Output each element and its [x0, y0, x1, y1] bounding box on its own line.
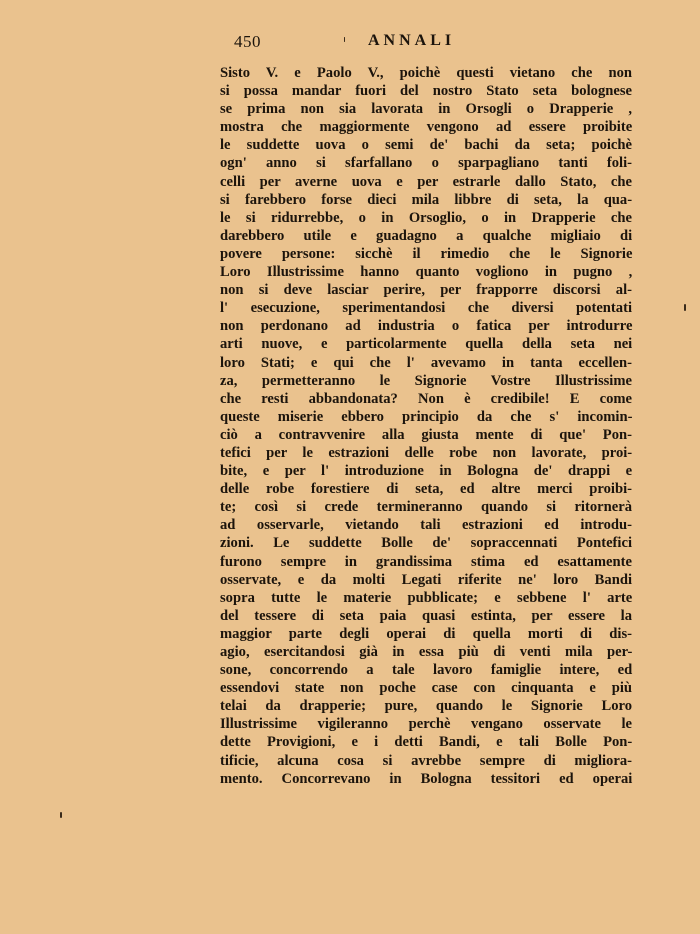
text-line: furono sempre in grandissima stima ed esattamente: [220, 553, 632, 570]
body-text: [220, 64, 632, 788]
print-speck: [344, 37, 345, 42]
text-line: che resti abbandonata? Non è credibile! E come: [220, 390, 632, 407]
text-line: dette Provigioni, e i detti Bandi, e tali Bolle Pon-: [220, 734, 633, 751]
text-line: mento. Concorrevano in Bologna tessitori ed operai: [220, 770, 633, 787]
text-line: essendovi state non poche case con cinquanta e più: [220, 680, 632, 697]
page-header: [222, 30, 642, 58]
text-line: zioni. Le suddette Bolle de' sopraccennati Pontefici: [220, 535, 632, 552]
text-line: se prima non sia lavorata in Orsogli o Drapperie ,: [220, 101, 632, 118]
text-line: bite, e per l' introduzione in Bologna de' drappi e: [220, 463, 633, 480]
text-line: za, permetteranno le Signorie Vostre Illustrissime: [220, 372, 632, 389]
text-line: si farebbero forse dieci mila libbre di seta, la qua-: [220, 191, 633, 208]
text-line: te; così si crede termineranno quando si ritornerà: [220, 499, 632, 516]
text-line: loro Stati; e qui che l' avevamo in tanta eccellen-: [220, 354, 632, 371]
text-line: non si deve lasciar perire, per frapporre discorsi al-: [220, 282, 632, 299]
text-line: tefici per le estrazioni delle robe non lavorate, proi-: [220, 444, 633, 461]
print-speck: [684, 304, 686, 311]
text-line: l' esecuzione, sperimentandosi che diversi potentati: [220, 300, 632, 317]
text-line: non perdonano ad industria o fatica per introdurre: [220, 318, 633, 335]
text-line: ad osservarle, vietando tali estrazioni ed introdu-: [220, 517, 632, 534]
text-line: ogn' anno si sfarfallano o sparpagliano tanti foli-: [220, 155, 632, 172]
text-line: telai da drapperie; pure, quando le Signorie Loro: [220, 698, 632, 715]
text-line: agio, esercitandosi già in essa più di venti mila per-: [220, 644, 633, 660]
text-line: sopra tutte le materie pubblicate; e sebbene l' arte: [220, 589, 633, 606]
text-line: Sisto V. e Paolo V., poichè questi vietano che non: [220, 65, 632, 81]
text-line: arti nuove, e particolarmente quella della seta nei: [220, 336, 633, 353]
text-line: Illustrissime vigileranno perchè vengano osservate le: [220, 716, 632, 733]
text-line: maggior parte degli operai di quella morti di dis-: [220, 625, 632, 642]
text-line: le suddette uova o semi de' bachi da seta; poichè: [220, 137, 632, 154]
text-line: sone, concorrendo a tale lavoro famiglie intere, ed: [220, 662, 633, 679]
text-line: osservate, e da molti Legati riferite ne' loro Bandi: [220, 571, 632, 588]
text-line: le si ridurrebbe, o in Orsoglio, o in Drapperie che: [220, 209, 632, 226]
text-line: queste miserie ebbero principio da che s' incomin-: [220, 408, 633, 425]
text-line: mostra che maggiormente vengono ad essere proibite: [220, 119, 633, 136]
text-line: Loro Illustrissime hanno quanto vogliono in pugno ,: [220, 264, 633, 281]
text-line: delle robe forestiere di seta, ed altre merci proibi-: [220, 481, 632, 498]
page-number: 450: [234, 32, 261, 51]
text-line: celli per averne uova e per estrarle dallo Stato, che: [220, 173, 632, 190]
text-line: darebbero utile e guadagno a qualche migliaio di: [220, 227, 633, 244]
running-title: ANNALI: [368, 32, 456, 49]
text-line: tificie, alcuna cosa si avrebbe sempre di migliora-: [220, 752, 632, 769]
text-line: del tessere di seta paia quasi estinta, per essere la: [220, 607, 633, 624]
text-line: si possa mandar fuori del nostro Stato seta bolognese: [220, 83, 632, 100]
print-speck: [60, 812, 62, 818]
text-line: ciò a contravvenire alla giusta mente di que' Pon-: [220, 426, 632, 443]
text-line: povere persone: sicchè il rimedio che le Signorie: [220, 245, 633, 262]
